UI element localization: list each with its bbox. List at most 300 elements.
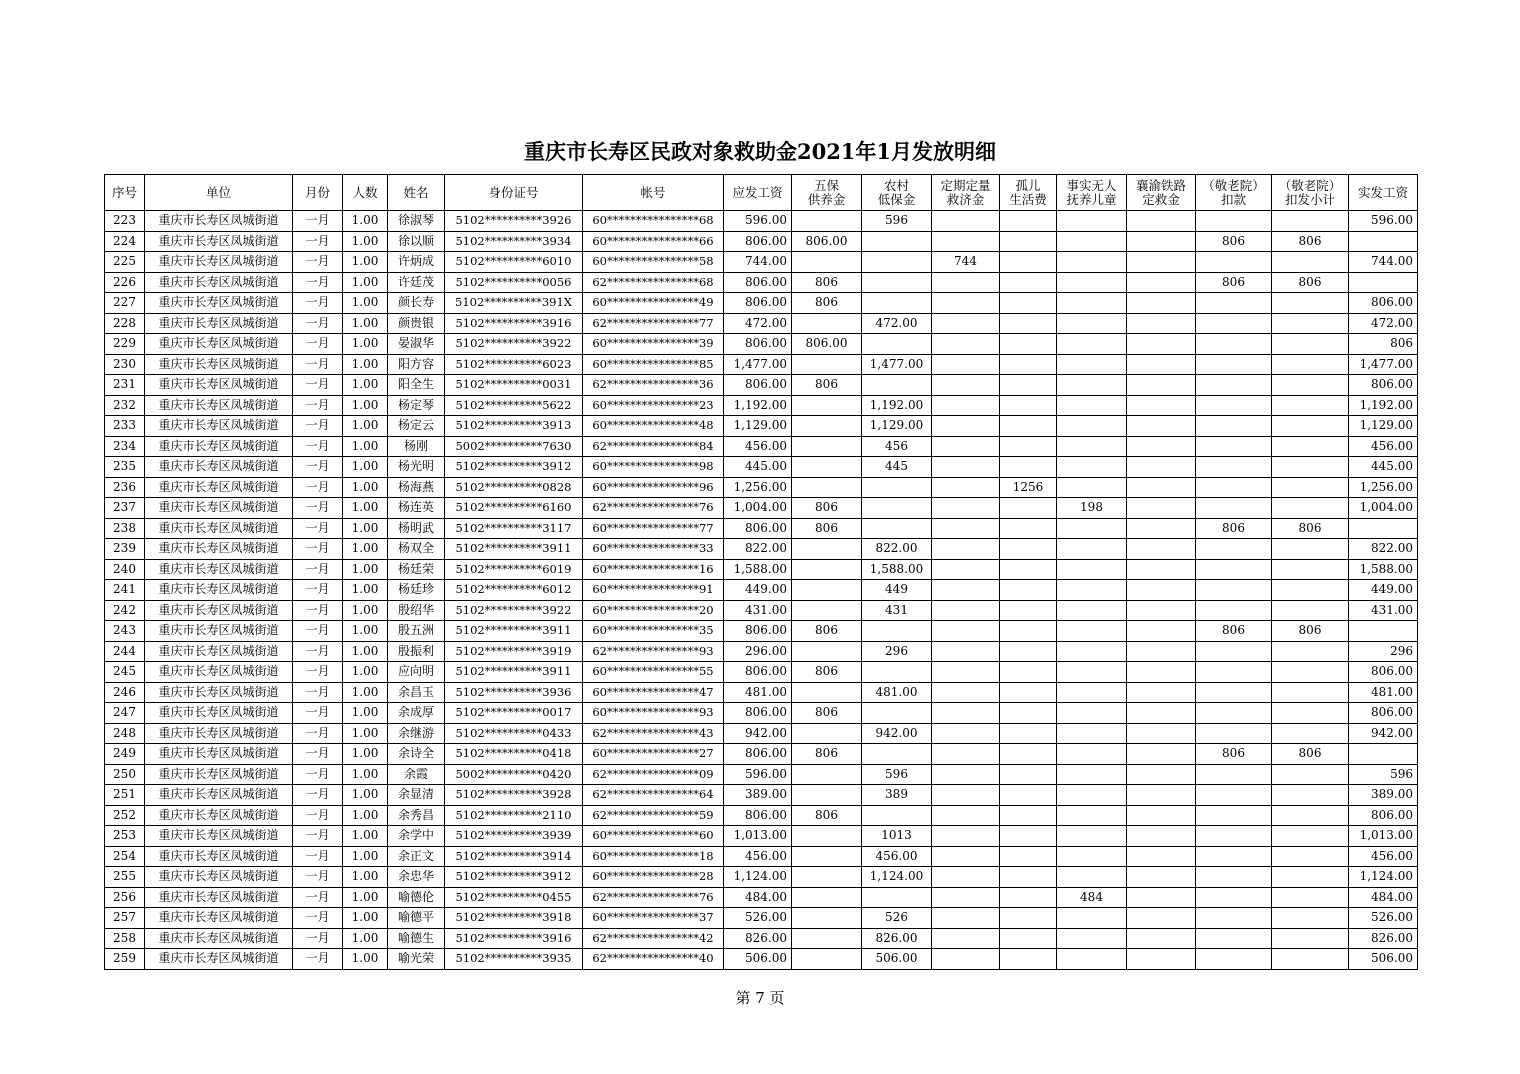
table-cell: 472.00 [1349,313,1418,334]
table-cell [1000,416,1057,437]
table-cell: 241 [105,580,145,601]
table-cell: 余霞 [388,764,445,785]
table-cell [1272,354,1349,375]
table-cell: 1.00 [343,744,388,765]
table-cell [1000,457,1057,478]
table-cell: 822.00 [724,539,792,560]
table-body [105,211,1418,970]
table-cell: 253 [105,826,145,847]
table-cell [1127,436,1196,457]
table-cell [792,908,862,929]
table-cell: 喻光荣 [388,949,445,970]
table-row [105,539,1418,560]
table-cell: 5102**********3911 [445,662,583,683]
table-cell: 1.00 [343,682,388,703]
table-cell [1057,703,1127,724]
table-cell [932,723,1000,744]
table-cell: 杨双全 [388,539,445,560]
table-cell [932,621,1000,642]
table-cell: 1,588.00 [1349,559,1418,580]
table-cell [1000,867,1057,888]
table-cell: 一月 [293,313,343,334]
table-cell [1196,436,1272,457]
table-cell [1127,928,1196,949]
table-cell: 余继游 [388,723,445,744]
table-cell: 596.00 [724,211,792,232]
table-cell: 1013 [862,826,932,847]
table-cell: 806.00 [792,334,862,355]
table-cell [1196,682,1272,703]
table-cell [1196,211,1272,232]
table-cell [1057,211,1127,232]
table-cell: 60****************33 [583,539,724,560]
table-cell: 1.00 [343,826,388,847]
table-cell: 5102**********0433 [445,723,583,744]
table-row [105,703,1418,724]
table-cell: 62****************68 [583,272,724,293]
table-cell [1057,744,1127,765]
table-cell [1057,928,1127,949]
table-cell: 重庆市长寿区凤城街道 [145,231,293,252]
table-cell: 一月 [293,477,343,498]
table-cell: 806.00 [1349,662,1418,683]
table-cell: 60****************20 [583,600,724,621]
table-cell [1057,354,1127,375]
table-cell: 1.00 [343,846,388,867]
table-cell [1196,928,1272,949]
table-cell [1196,477,1272,498]
table-cell [1000,764,1057,785]
table-cell [1057,313,1127,334]
table-cell: 重庆市长寿区凤城街道 [145,928,293,949]
table-cell: 1.00 [343,785,388,806]
table-cell: 一月 [293,949,343,970]
table-cell [932,518,1000,539]
table-cell: 余学中 [388,826,445,847]
table-cell [1127,375,1196,396]
table-row [105,744,1418,765]
table-cell [1349,744,1418,765]
table-cell: 942.00 [862,723,932,744]
table-cell: 506.00 [724,949,792,970]
table-cell: 481.00 [1349,682,1418,703]
table-cell [862,887,932,908]
table-cell: 198 [1057,498,1127,519]
table-cell: 245 [105,662,145,683]
table-cell: 60****************98 [583,457,724,478]
table-cell: 徐淑琴 [388,211,445,232]
table-cell: 822.00 [862,539,932,560]
table-row [105,498,1418,519]
table-cell: 250 [105,764,145,785]
table-cell [1272,805,1349,826]
table-cell: 238 [105,518,145,539]
table-cell: 456 [862,436,932,457]
table-cell: 5102**********3936 [445,682,583,703]
table-cell [1196,600,1272,621]
table-cell: 5102**********0056 [445,272,583,293]
table-cell: 806 [792,805,862,826]
table-cell [1057,293,1127,314]
table-cell [1000,826,1057,847]
table-cell [1000,313,1057,334]
table-cell: 5102**********0418 [445,744,583,765]
table-cell [1000,662,1057,683]
table-cell: 296 [1349,641,1418,662]
table-cell: 阳全生 [388,375,445,396]
table-cell: 1,256.00 [724,477,792,498]
table-cell: 重庆市长寿区凤城街道 [145,498,293,519]
table-cell [1127,580,1196,601]
table-cell: 484 [1057,887,1127,908]
table-cell: 晏淑华 [388,334,445,355]
table-cell: 1.00 [343,600,388,621]
table-cell [1000,231,1057,252]
table-cell: 重庆市长寿区凤城街道 [145,908,293,929]
table-cell: 456.00 [1349,436,1418,457]
table-cell [1057,682,1127,703]
table-cell [1196,498,1272,519]
table-cell: 806 [1196,621,1272,642]
table-cell [1196,703,1272,724]
table-cell: 296.00 [724,641,792,662]
table-cell: 1.00 [343,354,388,375]
table-row [105,334,1418,355]
table-cell [1000,600,1057,621]
table-cell [1196,723,1272,744]
table-cell: 5102**********6160 [445,498,583,519]
table-cell [932,785,1000,806]
table-cell [932,457,1000,478]
table-cell [1272,416,1349,437]
table-cell: 449.00 [724,580,792,601]
table-cell [1000,272,1057,293]
table-cell: 喻德伦 [388,887,445,908]
table-cell: 806 [1272,744,1349,765]
table-row [105,662,1418,683]
table-cell: 重庆市长寿区凤城街道 [145,600,293,621]
table-cell: 806.00 [724,805,792,826]
table-cell: 806 [1196,272,1272,293]
table-cell [932,744,1000,765]
table-cell [932,580,1000,601]
table-cell: 1.00 [343,231,388,252]
column-header: 姓名 [388,175,445,211]
table-cell [1272,662,1349,683]
table-cell [1000,252,1057,273]
table-cell: 1.00 [343,272,388,293]
table-cell: 余正文 [388,846,445,867]
table-cell: 重庆市长寿区凤城街道 [145,457,293,478]
table-cell: 826.00 [724,928,792,949]
table-cell: 225 [105,252,145,273]
table-cell: 235 [105,457,145,478]
table-cell: 一月 [293,744,343,765]
table-cell [1127,313,1196,334]
table-cell: 449 [862,580,932,601]
table-cell: 252 [105,805,145,826]
table-cell: 1.00 [343,375,388,396]
table-cell [932,846,1000,867]
table-cell [1057,477,1127,498]
table-cell: 239 [105,539,145,560]
table-cell [1272,867,1349,888]
table-cell: 重庆市长寿区凤城街道 [145,395,293,416]
table-cell [792,641,862,662]
table-cell: 一月 [293,272,343,293]
table-cell [1057,785,1127,806]
column-header: 身份证号 [445,175,583,211]
table-row [105,908,1418,929]
table-cell [792,457,862,478]
table-cell [932,949,1000,970]
table-cell [1196,846,1272,867]
table-cell: 224 [105,231,145,252]
table-cell [1000,375,1057,396]
table-cell: 许炳成 [388,252,445,273]
table-cell [1272,293,1349,314]
table-cell: 806 [1272,621,1349,642]
column-header: 月份 [293,175,343,211]
table-cell [1000,395,1057,416]
table-cell: 重庆市长寿区凤城街道 [145,354,293,375]
table-cell: 806.00 [724,293,792,314]
table-cell [932,313,1000,334]
table-cell [1196,764,1272,785]
table-cell: 232 [105,395,145,416]
table-cell: 60****************91 [583,580,724,601]
table-cell: 1.00 [343,293,388,314]
table-cell [1196,457,1272,478]
table-cell: 重庆市长寿区凤城街道 [145,518,293,539]
table-cell [1000,744,1057,765]
table-cell: 重庆市长寿区凤城街道 [145,887,293,908]
table-cell [1057,867,1127,888]
table-cell: 1.00 [343,723,388,744]
table-cell: 重庆市长寿区凤城街道 [145,846,293,867]
table-cell: 5102**********5622 [445,395,583,416]
table-cell: 杨定云 [388,416,445,437]
table-cell: 60****************60 [583,826,724,847]
table-cell [1349,272,1418,293]
table-row [105,272,1418,293]
table-cell: 1,013.00 [1349,826,1418,847]
column-header: 序号 [105,175,145,211]
table-cell: 484.00 [1349,887,1418,908]
table-cell: 5102**********3913 [445,416,583,437]
table-cell [1057,580,1127,601]
table-cell: 喻德生 [388,928,445,949]
table-cell: 颜长寿 [388,293,445,314]
table-cell: 259 [105,949,145,970]
table-cell [1127,211,1196,232]
table-row [105,231,1418,252]
table-cell [1196,867,1272,888]
table-cell: 1,192.00 [862,395,932,416]
table-cell: 重庆市长寿区凤城街道 [145,744,293,765]
table-cell: 806 [1272,272,1349,293]
table-cell [1057,375,1127,396]
table-cell [1000,703,1057,724]
table-cell: 5102**********3928 [445,785,583,806]
table-cell [1057,846,1127,867]
table-row [105,949,1418,970]
table-cell [1127,231,1196,252]
table-cell: 244 [105,641,145,662]
table-row [105,887,1418,908]
table-cell: 1.00 [343,928,388,949]
table-cell: 一月 [293,539,343,560]
table-cell [1196,313,1272,334]
table-cell: 重庆市长寿区凤城街道 [145,252,293,273]
table-cell [1127,293,1196,314]
table-cell [1196,354,1272,375]
table-cell [1000,887,1057,908]
table-cell: 389 [862,785,932,806]
table-cell: 62****************64 [583,785,724,806]
table-cell: 806 [1272,518,1349,539]
table-cell [932,498,1000,519]
table-cell [1057,231,1127,252]
table-cell: 822.00 [1349,539,1418,560]
table-cell [862,334,932,355]
table-cell: 一月 [293,354,343,375]
table-row [105,518,1418,539]
table-cell: 1,124.00 [862,867,932,888]
table-cell: 5102**********3934 [445,231,583,252]
table-cell [932,805,1000,826]
table-cell: 一月 [293,703,343,724]
table-cell: 重庆市长寿区凤城街道 [145,293,293,314]
table-cell [1196,662,1272,683]
table-row [105,375,1418,396]
table-cell: 重庆市长寿区凤城街道 [145,641,293,662]
table-cell [1196,559,1272,580]
table-cell: 5102**********0031 [445,375,583,396]
table-cell: 一月 [293,252,343,273]
table-cell: 481.00 [724,682,792,703]
table-cell: 一月 [293,580,343,601]
table-cell: 456.00 [1349,846,1418,867]
table-row [105,354,1418,375]
table-cell [862,662,932,683]
table-cell: 247 [105,703,145,724]
table-cell: 1.00 [343,457,388,478]
table-cell: 806 [792,703,862,724]
table-cell: 一月 [293,887,343,908]
table-cell [1272,908,1349,929]
table-row [105,805,1418,826]
table-row [105,600,1418,621]
table-cell [1000,785,1057,806]
table-cell [792,846,862,867]
table-cell: 5102**********6010 [445,252,583,273]
table-cell [792,764,862,785]
table-cell: 254 [105,846,145,867]
table-cell: 526.00 [724,908,792,929]
table-cell: 60****************27 [583,744,724,765]
table-cell: 1,129.00 [862,416,932,437]
table-cell: 一月 [293,867,343,888]
table-row [105,928,1418,949]
table-cell: 62****************59 [583,805,724,826]
table-cell: 236 [105,477,145,498]
table-cell: 重庆市长寿区凤城街道 [145,867,293,888]
table-row [105,641,1418,662]
table-cell [862,498,932,519]
table-cell: 1.00 [343,703,388,724]
table-cell [1196,375,1272,396]
table-cell [1000,354,1057,375]
table-cell: 255 [105,867,145,888]
table-cell [1000,621,1057,642]
table-cell [862,703,932,724]
table-cell: 重庆市长寿区凤城街道 [145,662,293,683]
table-cell [862,272,932,293]
table-cell [792,252,862,273]
table-cell: 颜贵银 [388,313,445,334]
table-cell [1349,518,1418,539]
table-cell: 60****************35 [583,621,724,642]
table-cell: 256 [105,887,145,908]
table-cell [1127,621,1196,642]
table-cell: 重庆市长寿区凤城街道 [145,785,293,806]
table-cell [1127,805,1196,826]
table-cell [1057,518,1127,539]
table-cell [1057,272,1127,293]
table-cell: 231 [105,375,145,396]
table-cell: 殷绍华 [388,600,445,621]
table-cell: 杨刚 [388,436,445,457]
table-cell: 60****************68 [583,211,724,232]
table-cell: 一月 [293,641,343,662]
column-header: （敬老院） 扣发小计 [1272,175,1349,211]
table-cell [1057,334,1127,355]
table-cell: 一月 [293,211,343,232]
table-row [105,416,1418,437]
table-cell [1057,641,1127,662]
table-cell: 596.00 [1349,211,1418,232]
table-cell: 一月 [293,375,343,396]
table-cell: 重庆市长寿区凤城街道 [145,375,293,396]
column-header: 应发工资 [724,175,792,211]
table-cell [932,908,1000,929]
table-cell [1000,498,1057,519]
table-cell: 223 [105,211,145,232]
table-cell [1127,826,1196,847]
table-cell: 重庆市长寿区凤城街道 [145,334,293,355]
table-cell: 62****************76 [583,498,724,519]
table-cell: 62****************42 [583,928,724,949]
table-cell: 806.00 [724,334,792,355]
table-cell: 806.00 [1349,293,1418,314]
table-cell [932,703,1000,724]
table-cell [792,477,862,498]
table-cell [862,231,932,252]
table-cell [792,436,862,457]
table-cell: 杨廷荣 [388,559,445,580]
table-cell [1127,785,1196,806]
table-cell [862,518,932,539]
table-cell: 一月 [293,293,343,314]
table-cell: 一月 [293,928,343,949]
table-cell: 5102**********0455 [445,887,583,908]
table-cell: 5102**********3914 [445,846,583,867]
table-cell: 1.00 [343,313,388,334]
table-cell: 596.00 [724,764,792,785]
table-cell: 5102**********3916 [445,313,583,334]
table-cell: 389.00 [1349,785,1418,806]
